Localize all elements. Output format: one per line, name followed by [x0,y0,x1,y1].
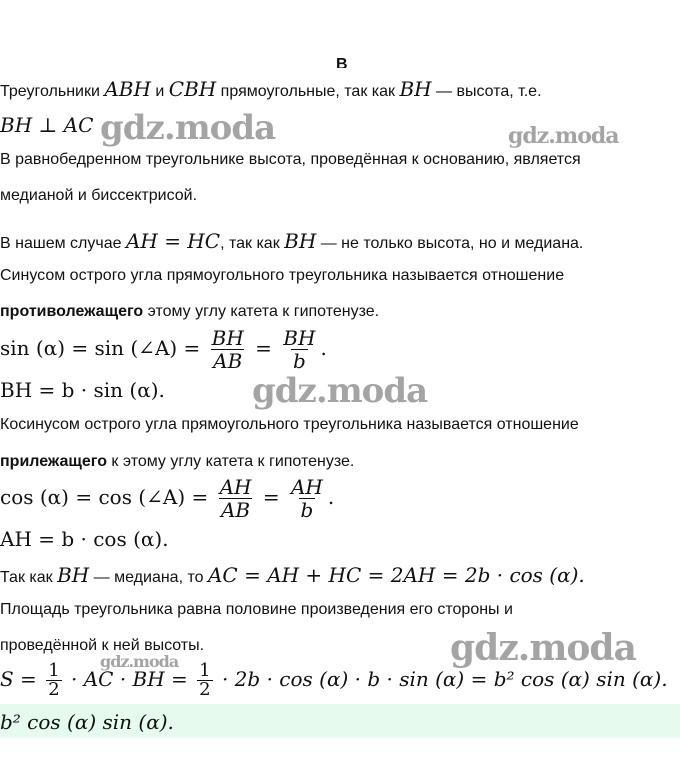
text: прямоугольные, так как [216,83,400,100]
numerator: AH [219,475,252,499]
math-sine-left: sin (α) = sin (∠A) = [0,336,201,360]
denominator: 2 [48,679,60,700]
bold-term: противолежащего [0,303,144,320]
numerator: BH [211,326,244,350]
text: этому углу катета к гипотенузе. [143,303,380,320]
numerator: 1 [199,660,211,681]
denominator: b [292,349,306,373]
denominator: AB [220,498,251,522]
denominator: AB [213,349,243,373]
math-area-result: · 2b · cos (α) · b · sin (α) = b² cos (α) sin (α). [221,667,668,691]
fraction-ah-ab [218,476,254,521]
cropped-heading-char: В [336,56,348,68]
denominator: b [300,498,314,522]
text: — медиана, то [89,569,208,586]
period: . [320,336,327,360]
paragraph-sine-def-line2 [0,302,379,322]
math-cosine-left: cos (α) = cos (∠A) = [0,485,209,509]
math-perpendicular: BH ⊥ AC [0,113,94,137]
text: В нашем случае [0,235,126,252]
math-s: S = [0,667,37,691]
text: — не только высота, но и медиана. [316,235,584,252]
watermark-logo: gdz.moda [252,371,428,411]
numerator: BH [283,326,316,350]
paragraph-sine-def-line1: Синусом острого угла прямоугольного треугольника называется отношение [0,267,565,284]
paragraph-right-triangles [0,79,542,102]
answer-text: b² cos (α) sin (α). [0,710,174,734]
watermark-logo: gdz.moda [508,123,619,149]
watermark-logo: gdz.moda [100,652,179,671]
text: — высота, т.е. [431,83,542,100]
paragraph-median [0,231,583,254]
equals: = [255,336,272,360]
equation-sine [0,327,327,372]
equation-bh: BH = b · sin (α). [0,378,165,402]
math-bh: BH [57,563,90,587]
paragraph-area-line1: Площадь треугольника равна половине произведения его стороны и [0,601,513,618]
math-abh: ABH [104,77,151,101]
paragraph-isosceles-line2: медианой и биссектрисой. [0,187,198,204]
fraction-one-half [197,662,212,699]
fraction-bh-ab [210,327,246,372]
fraction-ah-b [289,476,325,521]
numerator: AH [290,475,323,499]
period: . [327,485,335,509]
math-ac-bh: · AC · BH = [71,667,188,691]
math-cbh: CBH [168,77,217,101]
math-ac-sum: AC = AH + HC = 2AH = 2b · cos (α). [207,563,585,587]
text: к этому углу катета к гипотенузе. [106,453,355,470]
bold-term: прилежащего [0,453,107,470]
watermark-logo: gdz.moda [450,627,636,669]
answer-box [0,704,680,738]
math-bh: BH [399,77,432,101]
paragraph-cosine-def-line2 [0,452,354,472]
watermark-logo: gdz.moda [100,108,276,148]
numerator: 1 [48,660,60,681]
paragraph-median-sum [0,565,585,588]
text: Треугольники [0,83,105,100]
equation-cosine [0,476,334,521]
equation-ah: AH = b · cos (α). [0,527,169,551]
fraction-bh-b [281,327,317,372]
denominator: 2 [199,679,211,700]
paragraph-area-line2: проведённой к ней высоты. [0,637,205,654]
math-bh: BH [284,229,317,253]
text: и [150,83,169,100]
paragraph-cosine-def-line1: Косинусом острого угла прямоугольного треугольника называется отношение [0,416,579,433]
equals: = [262,485,280,509]
math-ah-eq-hc: AH = HC [125,229,221,253]
text: , так как [220,235,285,252]
fraction-one-half [46,662,61,699]
paragraph-isosceles-line1: В равнобедренном треугольнике высота, проведённая к основанию, является [0,151,581,168]
text: Так как [0,569,58,586]
